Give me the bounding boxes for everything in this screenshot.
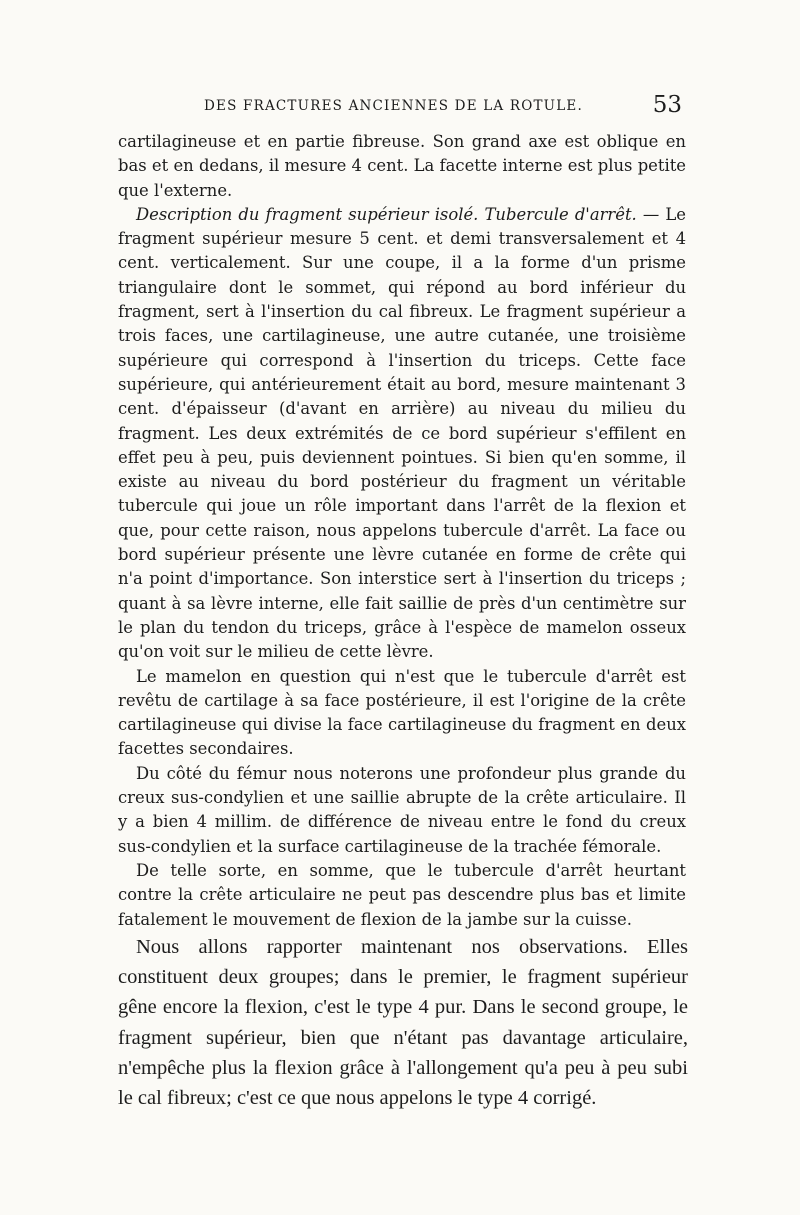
- paragraph-2-text: Le fragment supérieur mesure 5 cent. et demi transversalement et 4 cent. verticalement. Sur une coupe, il a la forme d'un prisme triangulaire dont le sommet, qui répond au bord inférieur du fragment, sert à l'insertion du cal fibreux. Le fragment supérieur a trois faces, une cartilagineuse, une autre cutanée, une troisième supérieure qui correspond à l'insertion du triceps. Cette face supérieure, qui antérieurement était au bord, mesure maintenant 3 cent. d'épaisseur (d'avant en arrière) au niveau du milieu du fragment. Les deux extrémités de ce bord supérieur s'effilent en effet peu à peu, puis deviennent pointues. Si bien qu'en somme, il existe au niveau du bord postérieur du fragment un véritable tubercule qui joue un rôle important dans l'arrêt de la flexion et que, pour cette raison, nous appelons tubercule d'arrêt. La face ou bord supérieur présente une lèvre cutanée en forme de crête qui n'a point d'importance. Son interstice sert à l'insertion du triceps ; quant à sa lèvre interne, elle fait saillie de près d'un centimètre sur le plan du tendon du triceps, grâce à l'espèce de mamelon osseux qu'on voit sur le milieu de cette lèvre.: [118, 204, 686, 662]
- section-heading: Description du fragment supérieur isolé. Tubercule d'arrêt. —: [136, 204, 660, 224]
- page-header: [118, 92, 682, 122]
- body-text: [118, 130, 686, 932]
- page-number: 53: [652, 92, 682, 118]
- running-head: DES FRACTURES ANCIENNES DE LA ROTULE.: [204, 98, 583, 114]
- paragraph-5: De telle sorte, en somme, que le tubercule d'arrêt heurtant contre la crête articulaire ne peut pas descendre plus bas et limite fatalement le mouvement de flexion de la jambe sur la cuisse.: [118, 860, 686, 929]
- conclusion-paragraph: Nous allons rapporter maintenant nos observations. Elles constituent deux groupes; dans le premier, le fragment supérieur gêne encore la flexion, c'est le type 4 pur. Dans le second groupe, le fragment supérieur, bien que n'étant pas davantage articulaire, n'empêche plus la flexion grâce à l'allongement qu'a peu à peu subi le cal fibreux; c'est ce que nous appelons le type 4 corrigé.: [118, 936, 688, 1110]
- paragraph-4: Du côté du fémur nous noterons une profondeur plus grande du creux sus-condylien et une saillie abrupte de la crête articulaire. Il y a bien 4 millim. de différence de niveau entre le fond du creux sus-condylien et la surface cartilagineuse de la trachée fémorale.: [118, 763, 686, 856]
- paragraph-1: cartilagineuse et en partie fibreuse. Son grand axe est oblique en bas et en dedans, il mesure 4 cent. La facette interne est plus petite que l'externe.: [118, 132, 686, 200]
- paragraph-3: Le mamelon en question qui n'est que le tubercule d'arrêt est revêtu de cartilage à sa face postérieure, il est l'origine de la crête cartilagineuse qui divise la face cartilagineuse du fragment en deux facettes secondaires.: [118, 666, 686, 759]
- conclusion-block: [118, 932, 688, 1113]
- paragraph-2: [118, 203, 686, 665]
